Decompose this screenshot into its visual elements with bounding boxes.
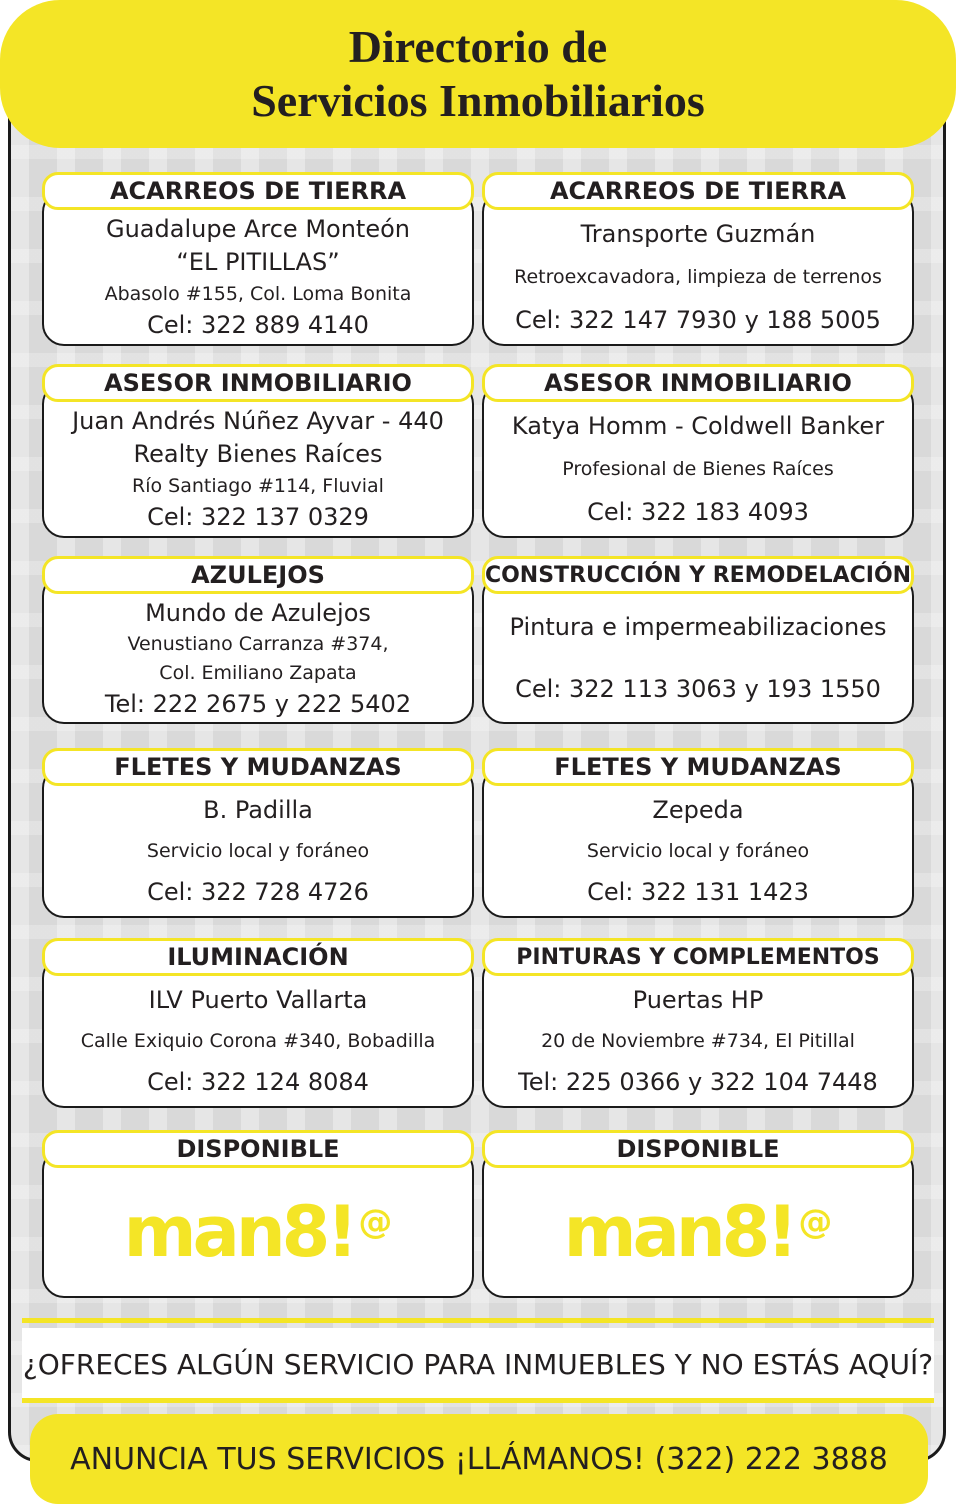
service-line: Realty Bienes Raíces bbox=[133, 440, 383, 469]
service-details bbox=[42, 596, 474, 720]
service-line: Cel: 322 124 8084 bbox=[147, 1068, 369, 1097]
service-line: Profesional de Bienes Raíces bbox=[562, 457, 834, 480]
page-title-line-1: Directorio de bbox=[348, 21, 608, 72]
service-line: Cel: 322 889 4140 bbox=[147, 311, 369, 340]
service-line: Zepeda bbox=[652, 795, 744, 824]
service-line: “EL PITILLAS” bbox=[176, 248, 340, 277]
service-line: Cel: 322 728 4726 bbox=[147, 878, 369, 907]
service-category: CONSTRUCCIÓN Y REMODELACIÓN bbox=[482, 556, 914, 594]
service-details bbox=[42, 1170, 474, 1294]
at-icon: @ bbox=[798, 1202, 833, 1242]
service-line: Tel: 222 2675 y 222 5402 bbox=[104, 689, 412, 718]
service-category: ILUMINACIÓN bbox=[42, 938, 474, 976]
service-category: FLETES Y MUDANZAS bbox=[482, 748, 914, 786]
service-line: ILV Puerto Vallarta bbox=[148, 985, 368, 1014]
service-line: Juan Andrés Núñez Ayvar - 440 bbox=[72, 406, 444, 435]
call-to-action-question: ¿OFRECES ALGÚN SERVICIO PARA INMUEBLES Y NO ESTÁS AQUÍ? bbox=[22, 1328, 934, 1400]
service-category: PINTURAS Y COMPLEMENTOS bbox=[482, 938, 914, 976]
service-category: FLETES Y MUDANZAS bbox=[42, 748, 474, 786]
logo-text: man8! bbox=[123, 1191, 355, 1273]
service-line: Tel: 225 0366 y 322 104 7448 bbox=[518, 1068, 878, 1097]
man8-logo bbox=[564, 1192, 833, 1272]
service-line: Puertas HP bbox=[632, 985, 764, 1014]
divider-top bbox=[22, 1318, 934, 1323]
logo-text: man8! bbox=[563, 1191, 795, 1273]
service-line: Transporte Guzmán bbox=[580, 220, 816, 249]
service-line: Guadalupe Arce Monteón bbox=[106, 214, 410, 243]
service-line: Venustiano Carranza #374, bbox=[127, 632, 389, 655]
service-line: Calle Exiquio Corona #340, Bobadilla bbox=[80, 1029, 436, 1052]
service-line: Pintura e impermeabilizaciones bbox=[509, 613, 887, 641]
service-details bbox=[42, 788, 474, 914]
service-line: Abasolo #155, Col. Loma Bonita bbox=[104, 282, 412, 305]
service-details bbox=[482, 788, 914, 914]
service-category: ASESOR INMOBILIARIO bbox=[482, 364, 914, 402]
service-details bbox=[42, 212, 474, 342]
service-details bbox=[482, 212, 914, 342]
service-line: Katya Homm - Coldwell Banker bbox=[511, 412, 885, 441]
divider-bottom bbox=[22, 1398, 934, 1403]
service-category: ACARREOS DE TIERRA bbox=[482, 172, 914, 210]
service-line: Mundo de Azulejos bbox=[145, 598, 371, 627]
service-line: Cel: 322 183 4093 bbox=[587, 497, 809, 526]
service-line: Servicio local y foráneo bbox=[586, 839, 810, 862]
service-details bbox=[482, 404, 914, 534]
at-icon: @ bbox=[358, 1202, 393, 1242]
service-category: AZULEJOS bbox=[42, 556, 474, 594]
header-banner bbox=[0, 0, 956, 148]
service-line: 20 de Noviembre #734, El Pitillal bbox=[541, 1029, 855, 1052]
service-details bbox=[42, 404, 474, 534]
service-category: DISPONIBLE bbox=[42, 1130, 474, 1168]
service-details bbox=[482, 978, 914, 1104]
service-line: Río Santiago #114, Fluvial bbox=[132, 474, 384, 497]
footer-banner: ANUNCIA TUS SERVICIOS ¡LLÁMANOS! (322) 222 3888 bbox=[30, 1414, 928, 1504]
service-details bbox=[42, 978, 474, 1104]
service-line: Cel: 322 137 0329 bbox=[147, 503, 369, 532]
service-line: B. Padilla bbox=[203, 795, 313, 824]
man8-logo bbox=[124, 1192, 393, 1272]
service-category: ASESOR INMOBILIARIO bbox=[42, 364, 474, 402]
service-category: ACARREOS DE TIERRA bbox=[42, 172, 474, 210]
service-line: Cel: 322 147 7930 y 188 5005 bbox=[515, 305, 881, 334]
service-line: Cel: 322 113 3063 y 193 1550 bbox=[515, 675, 881, 703]
service-line: Col. Emiliano Zapata bbox=[159, 661, 357, 684]
service-line: Retroexcavadora, limpieza de terrenos bbox=[514, 265, 882, 288]
service-category: DISPONIBLE bbox=[482, 1130, 914, 1168]
page-title-line-2: Servicios Inmobiliarios bbox=[251, 75, 705, 126]
service-line: Servicio local y foráneo bbox=[146, 839, 370, 862]
service-line: Cel: 322 131 1423 bbox=[587, 878, 809, 907]
service-details bbox=[482, 596, 914, 720]
service-details bbox=[482, 1170, 914, 1294]
